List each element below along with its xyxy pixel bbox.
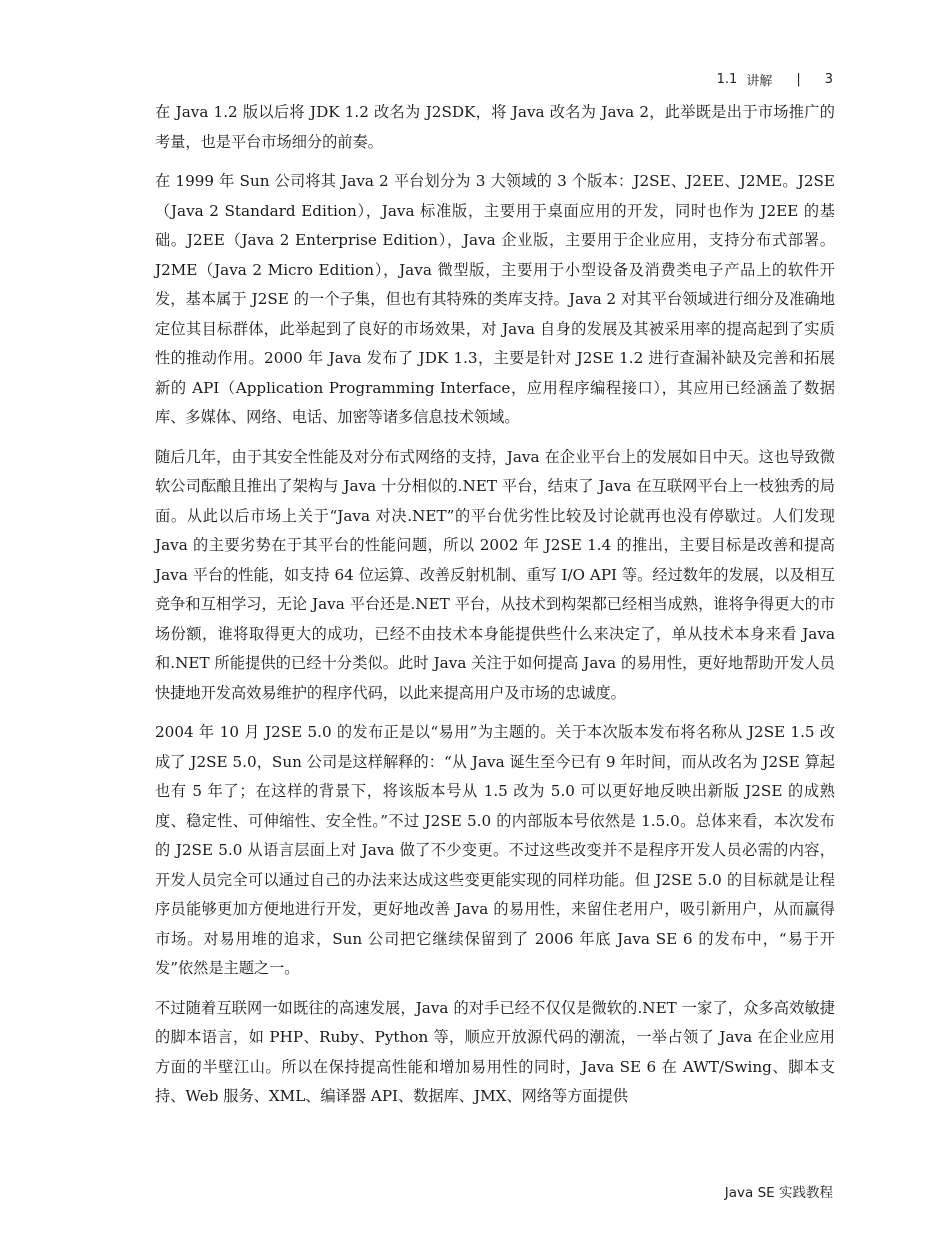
page-number: 3 (824, 72, 833, 87)
page-header (717, 70, 833, 89)
section-number: 1.1 (716, 72, 738, 87)
paragraph-5: 不过随着互联网一如既往的高速发展，Java 的对手已经不仅仅是微软的.NET 一家了，众多高效敏捷的脚本语言，如 PHP、Ruby、Python 等，顺应开放源代码的潮流，一举占领了 Java 在企业应用方面的半壁江山。所以在保持提高性能和增加易用性的同时，Java SE 6 在 AWT/Swing、脚本支持、Web 服务、XML、编译器 API、数据库、JMX、网络等方面提供 (155, 998, 835, 1105)
paragraph-2: 在 1999 年 Sun 公司将其 Java 2 平台划分为 3 大领域的 3 个版本：J2SE、J2EE、J2ME。J2SE（Java 2 Standard Edition），Java 标准版，主要用于桌面应用的开发，同时也作为 J2EE 的基础。J2EE（Java 2 Enterprise Edition），Java 企业版，主要用于企业应用，支持分布式部署。J2ME（Java 2 Micro Edition），Java 微型版，主要用于小型设备及消费类电子产品上的软件开发，基本属于 J2SE 的一个子集，但也有其特殊的类库支持。Java 2 对其平台领域进行细分及准确地定位其目标群体，此举起到了良好的市场效果，对 Java 自身的发展及其被采用率的提高起到了实质性的推动作用。2000 年 Java 发布了 JDK 1.3，主要是针对 J2SE 1.2 进行查漏补缺及完善和拓展新的 API（Application Programming Interface，应用程序编程接口），其应用已经涵盖了数据库、多媒体、网络、电话、加密等诸多信息技术领域。 (155, 172, 835, 426)
book-title: Java SE 实践教程 (724, 1185, 833, 1201)
header-separator: | (796, 72, 801, 87)
paragraph-3: 随后几年，由于其安全性能及对分布式网络的支持，Java 在企业平台上的发展如日中天。这也导致微软公司酝酿且推出了架构与 Java 十分相似的.NET 平台，结束了 Java 在互联网平台上一枝独秀的局面。从此以后市场上关于“Java 对决.NET”的平台优劣性比较及讨论就再也没有停歇过。人们发现 Java 的主要劣势在于其平台的性能问题，所以 2002 年 J2SE 1.4 的推出，主要目标是改善和提高 Java 平台的性能，如支持 64 位运算、改善反射机制、重写 I/O API 等。经过数年的发展，以及相互竞争和互相学习，无论 Java 平台还是.NET 平台，从技术到构架都已经相当成熟，谁将争得更大的市场份额，谁将取得更大的成功，已经不由技术本身能提供些什么来决定了，单从技术本身来看 Java 和.NET 所能提供的已经十分类似。此时 Java 关注于如何提高 Java 的易用性，更好地帮助开发人员快捷地开发高效易维护的程序代码，以此来提高用户及市场的忠诚度。 (155, 447, 835, 702)
paragraph-4: 2004 年 10 月 J2SE 5.0 的发布正是以“易用”为主题的。关于本次版本发布将名称从 J2SE 1.5 改成了 J2SE 5.0，Sun 公司是这样解释的：“从 Java 诞生至今已有 9 年时间，而从改名为 J2SE 算起也有 5 年了；在这样的背景下，将该版本号从 1.5 改为 5.0 可以更好地反映出新版 J2SE 的成熟度、稳定性、可伸缩性、安全性。”不过 J2SE 5.0 的内部版本号依然是 1.5.0。总体来看，本次发布的 J2SE 5.0 从语言层面上对 Java 做了不少变更。不过这些改变并不是程序开发人员必需的内容，开发人员完全可以通过自己的办法来达成这些变更能实现的同样功能。但 J2SE 5.0 的目标就是让程序员能够更加方便地进行开发，更好地改善 Java 的易用性，来留住老用户，吸引新用户，从而赢得市场。对易用堆的追求，Sun 公司把它继续保留到了 2006 年底 Java SE 6 的发布中，“易于开发”依然是主题之一。 (155, 723, 835, 977)
section-title: 讲解 (746, 74, 773, 89)
page-body (155, 98, 835, 1122)
paragraph-1: 在 Java 1.2 版以后将 JDK 1.2 改名为 J2SDK，将 Java 改名为 Java 2，此举既是出于市场推广的考量，也是平台市场细分的前奏。 (155, 103, 835, 151)
page-footer (725, 1181, 833, 1201)
